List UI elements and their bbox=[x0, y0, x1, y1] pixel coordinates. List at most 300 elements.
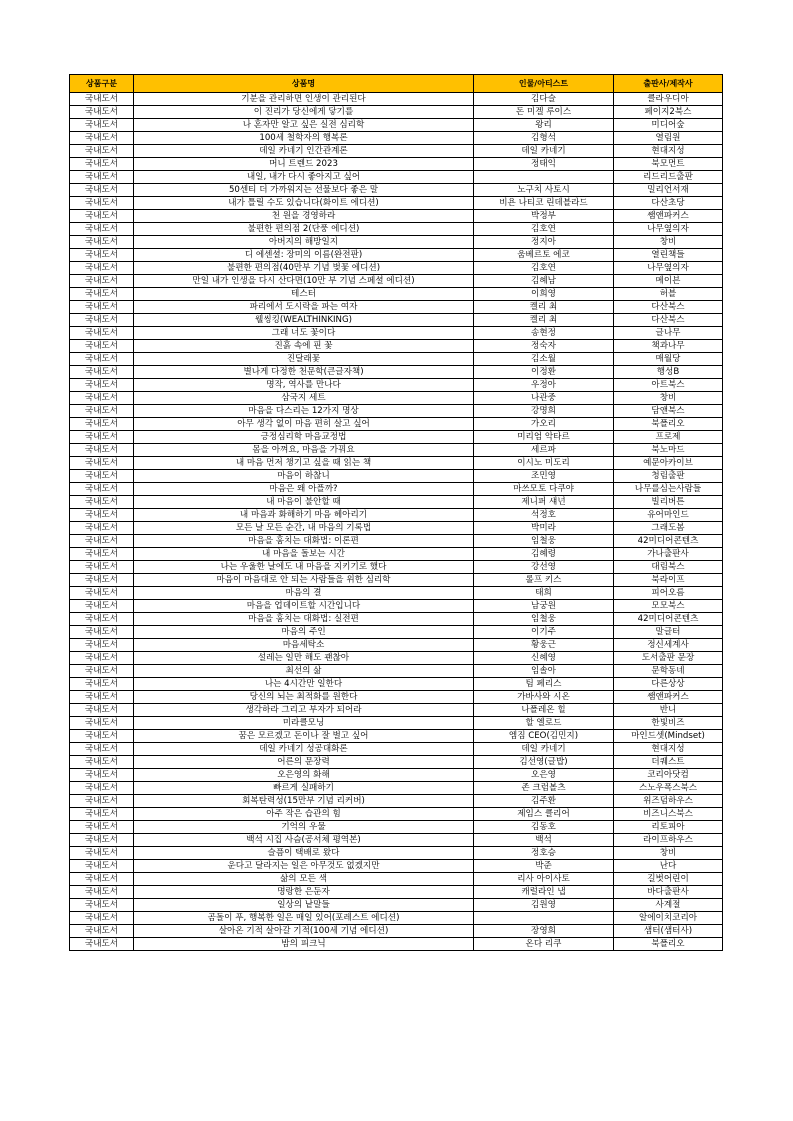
cell-title: 삶의 모든 색 bbox=[134, 873, 474, 886]
cell-artist: 송현정 bbox=[474, 327, 614, 340]
table-row bbox=[70, 418, 723, 431]
cell-title: 천 원을 경영하라 bbox=[134, 210, 474, 223]
table-row bbox=[70, 249, 723, 262]
header-publisher: 출판사/제작사 bbox=[614, 75, 723, 93]
cell-publisher: 메이븐 bbox=[614, 275, 723, 288]
cell-title: 마음세탁소 bbox=[134, 639, 474, 652]
cell-title: 기억의 우물 bbox=[134, 821, 474, 834]
cell-publisher: 리드리드출판 bbox=[614, 171, 723, 184]
cell-artist: 남궁원 bbox=[474, 600, 614, 613]
cell-category: 국내도서 bbox=[70, 665, 134, 678]
cell-publisher: 대림북스 bbox=[614, 561, 723, 574]
cell-category: 국내도서 bbox=[70, 145, 134, 158]
table-row bbox=[70, 132, 723, 145]
table-row bbox=[70, 236, 723, 249]
cell-artist: 할 엘로드 bbox=[474, 717, 614, 730]
cell-category: 국내도서 bbox=[70, 769, 134, 782]
cell-category: 국내도서 bbox=[70, 522, 134, 535]
header-category: 상품구분 bbox=[70, 75, 134, 93]
cell-artist: 김호연 bbox=[474, 262, 614, 275]
cell-title: 생각하라 그리고 부자가 되어라 bbox=[134, 704, 474, 717]
cell-publisher: 42미디어콘텐츠 bbox=[614, 613, 723, 626]
cell-artist: 온다 리쿠 bbox=[474, 938, 614, 951]
cell-category: 국내도서 bbox=[70, 782, 134, 795]
cell-title: 나는 우울한 날에도 내 마음을 지키기로 했다 bbox=[134, 561, 474, 574]
table-row bbox=[70, 405, 723, 418]
table-row bbox=[70, 899, 723, 912]
cell-publisher: 리토피아 bbox=[614, 821, 723, 834]
cell-publisher: 창비 bbox=[614, 847, 723, 860]
cell-title: 마음이 마음대로 안 되는 사람들을 위한 심리학 bbox=[134, 574, 474, 587]
cell-artist bbox=[474, 171, 614, 184]
cell-category: 국내도서 bbox=[70, 405, 134, 418]
cell-artist: 이정환 bbox=[474, 366, 614, 379]
table-row bbox=[70, 574, 723, 587]
table-row bbox=[70, 626, 723, 639]
cell-title: 아버지의 해방일지 bbox=[134, 236, 474, 249]
table-row bbox=[70, 886, 723, 899]
cell-category: 국내도서 bbox=[70, 379, 134, 392]
cell-artist: 황웅근 bbox=[474, 639, 614, 652]
cell-title: 당신의 뇌는 최적화를 원한다 bbox=[134, 691, 474, 704]
table-row bbox=[70, 730, 723, 743]
table-row bbox=[70, 873, 723, 886]
cell-publisher: 쌤앤파커스 bbox=[614, 691, 723, 704]
cell-artist: 팀 페리스 bbox=[474, 678, 614, 691]
cell-category: 국내도서 bbox=[70, 600, 134, 613]
cell-title: 진달래꽃 bbox=[134, 353, 474, 366]
cell-title: 100세 철학자의 행복론 bbox=[134, 132, 474, 145]
table-row bbox=[70, 366, 723, 379]
table-row bbox=[70, 691, 723, 704]
cell-category: 국내도서 bbox=[70, 184, 134, 197]
table-row bbox=[70, 769, 723, 782]
cell-artist: 세르파 bbox=[474, 444, 614, 457]
cell-artist: 신혜영 bbox=[474, 652, 614, 665]
table-row bbox=[70, 665, 723, 678]
cell-publisher: 42미디어콘텐츠 bbox=[614, 535, 723, 548]
cell-category: 국내도서 bbox=[70, 704, 134, 717]
table-row bbox=[70, 509, 723, 522]
table-row bbox=[70, 275, 723, 288]
table-row bbox=[70, 340, 723, 353]
cell-category: 국내도서 bbox=[70, 301, 134, 314]
cell-artist: 제임스 클리어 bbox=[474, 808, 614, 821]
table-row bbox=[70, 496, 723, 509]
cell-title: 웰씽킹(WEALTHINKING) bbox=[134, 314, 474, 327]
cell-title: 나는 4시간만 일한다 bbox=[134, 678, 474, 691]
table-row bbox=[70, 678, 723, 691]
cell-title: 아주 작은 습관의 힘 bbox=[134, 808, 474, 821]
cell-publisher: 창비 bbox=[614, 236, 723, 249]
cell-artist: 김동호 bbox=[474, 821, 614, 834]
cell-artist: 박정부 bbox=[474, 210, 614, 223]
cell-publisher: 나무옆의자 bbox=[614, 223, 723, 236]
cell-title: 오은영의 화해 bbox=[134, 769, 474, 782]
table-row bbox=[70, 535, 723, 548]
cell-category: 국내도서 bbox=[70, 873, 134, 886]
cell-artist: 박미라 bbox=[474, 522, 614, 535]
table-row bbox=[70, 171, 723, 184]
cell-category: 국내도서 bbox=[70, 210, 134, 223]
cell-artist: 석정호 bbox=[474, 509, 614, 522]
cell-publisher: 예문아카이브 bbox=[614, 457, 723, 470]
cell-title: 일상의 낱말들 bbox=[134, 899, 474, 912]
cell-publisher: 현대지성 bbox=[614, 145, 723, 158]
cell-title: 이 진리가 당신에게 닿기를 bbox=[134, 106, 474, 119]
table-row bbox=[70, 912, 723, 925]
cell-artist: 정지아 bbox=[474, 236, 614, 249]
cell-publisher: 위즈덤하우스 bbox=[614, 795, 723, 808]
cell-publisher: 담앤북스 bbox=[614, 405, 723, 418]
cell-category: 국내도서 bbox=[70, 626, 134, 639]
cell-publisher: 한빛비즈 bbox=[614, 717, 723, 730]
cell-title: 미라클모닝 bbox=[134, 717, 474, 730]
cell-title: 백석 시집 사슴(공서체 평역본) bbox=[134, 834, 474, 847]
cell-publisher: 책과나무 bbox=[614, 340, 723, 353]
cell-artist: 강명희 bbox=[474, 405, 614, 418]
cell-artist: 나관중 bbox=[474, 392, 614, 405]
cell-artist: 노구치 사토시 bbox=[474, 184, 614, 197]
cell-title: 빠르게 실패하기 bbox=[134, 782, 474, 795]
cell-publisher: 다산북스 bbox=[614, 314, 723, 327]
cell-category: 국내도서 bbox=[70, 93, 134, 106]
cell-artist: 리사 아이사토 bbox=[474, 873, 614, 886]
cell-category: 국내도서 bbox=[70, 158, 134, 171]
cell-title: 마음의 결 bbox=[134, 587, 474, 600]
cell-title: 나 혼자만 알고 싶은 실전 심리학 bbox=[134, 119, 474, 132]
cell-artist: 제니퍼 섀넌 bbox=[474, 496, 614, 509]
cell-artist: 데일 카네기 bbox=[474, 145, 614, 158]
cell-title: 만일 내가 인생을 다시 산다면(10만 부 기념 스페셜 에디션) bbox=[134, 275, 474, 288]
table-row bbox=[70, 639, 723, 652]
table-row bbox=[70, 795, 723, 808]
cell-artist: 김주환 bbox=[474, 795, 614, 808]
book-list-sheet bbox=[69, 74, 722, 951]
table-row bbox=[70, 821, 723, 834]
table-row bbox=[70, 353, 723, 366]
cell-artist: 엠짐 CEO(김민지) bbox=[474, 730, 614, 743]
cell-publisher: 더퀘스트 bbox=[614, 756, 723, 769]
cell-publisher: 클라우디아 bbox=[614, 93, 723, 106]
cell-title: 파리에서 도시락을 파는 여자 bbox=[134, 301, 474, 314]
cell-category: 국내도서 bbox=[70, 197, 134, 210]
cell-publisher: 북라이프 bbox=[614, 574, 723, 587]
book-list-table bbox=[69, 74, 723, 951]
cell-publisher: 다산북스 bbox=[614, 301, 723, 314]
table-row bbox=[70, 457, 723, 470]
table-row bbox=[70, 392, 723, 405]
cell-title: 최선의 삶 bbox=[134, 665, 474, 678]
cell-publisher: 프로제 bbox=[614, 431, 723, 444]
table-row bbox=[70, 119, 723, 132]
table-row bbox=[70, 743, 723, 756]
cell-publisher: 코리아닷컴 bbox=[614, 769, 723, 782]
cell-category: 국내도서 bbox=[70, 639, 134, 652]
cell-publisher: 스노우폭스북스 bbox=[614, 782, 723, 795]
cell-category: 국내도서 bbox=[70, 652, 134, 665]
cell-category: 국내도서 bbox=[70, 821, 134, 834]
cell-artist: 켈리 최 bbox=[474, 301, 614, 314]
cell-title: 마음이 하찮니 bbox=[134, 470, 474, 483]
cell-category: 국내도서 bbox=[70, 288, 134, 301]
cell-artist: 임솔아 bbox=[474, 665, 614, 678]
cell-publisher: 매월당 bbox=[614, 353, 723, 366]
table-row bbox=[70, 808, 723, 821]
cell-artist: 돈 미겔 루이스 bbox=[474, 106, 614, 119]
cell-publisher: 말글터 bbox=[614, 626, 723, 639]
table-row bbox=[70, 600, 723, 613]
cell-title: 마음을 훔치는 대화법: 실전편 bbox=[134, 613, 474, 626]
cell-category: 국내도서 bbox=[70, 366, 134, 379]
cell-category: 국내도서 bbox=[70, 327, 134, 340]
table-row bbox=[70, 587, 723, 600]
cell-artist: 정호승 bbox=[474, 847, 614, 860]
cell-title: 밤의 피크닉 bbox=[134, 938, 474, 951]
cell-title: 머니 트렌드 2023 bbox=[134, 158, 474, 171]
table-row bbox=[70, 756, 723, 769]
cell-title: 내 마음 먼저 챙기고 싶을 때 읽는 책 bbox=[134, 457, 474, 470]
table-row bbox=[70, 210, 723, 223]
cell-title: 진흙 속에 핀 꽃 bbox=[134, 340, 474, 353]
cell-title: 불편한 편의점 2(단풍 에디션) bbox=[134, 223, 474, 236]
table-row bbox=[70, 548, 723, 561]
cell-category: 국내도서 bbox=[70, 587, 134, 600]
cell-category: 국내도서 bbox=[70, 730, 134, 743]
cell-category: 국내도서 bbox=[70, 392, 134, 405]
cell-publisher: 그래도봄 bbox=[614, 522, 723, 535]
cell-artist: 박준 bbox=[474, 860, 614, 873]
cell-artist: 움베르토 에코 bbox=[474, 249, 614, 262]
cell-category: 국내도서 bbox=[70, 808, 134, 821]
cell-artist: 왕리 bbox=[474, 119, 614, 132]
cell-title: 어른의 문장력 bbox=[134, 756, 474, 769]
cell-title: 마음을 훔치는 대화법: 이론편 bbox=[134, 535, 474, 548]
cell-publisher: 미디어숲 bbox=[614, 119, 723, 132]
cell-title: 명작, 역사를 만나다 bbox=[134, 379, 474, 392]
cell-publisher: 쌤앤파커스 bbox=[614, 210, 723, 223]
cell-category: 국내도서 bbox=[70, 496, 134, 509]
cell-artist: 김다슬 bbox=[474, 93, 614, 106]
cell-publisher: 허블 bbox=[614, 288, 723, 301]
cell-category: 국내도서 bbox=[70, 171, 134, 184]
cell-title: 운다고 달라지는 일은 아무것도 없겠지만 bbox=[134, 860, 474, 873]
cell-publisher: 라이프하우스 bbox=[614, 834, 723, 847]
cell-title: 곰돌이 푸, 행복한 일은 매일 있어(포레스트 에디션) bbox=[134, 912, 474, 925]
cell-publisher: 마인드셋(Mindset) bbox=[614, 730, 723, 743]
header-title: 상품명 bbox=[134, 75, 474, 93]
cell-publisher: 피어오름 bbox=[614, 587, 723, 600]
cell-category: 국내도서 bbox=[70, 483, 134, 496]
cell-publisher: 다른상상 bbox=[614, 678, 723, 691]
table-row bbox=[70, 197, 723, 210]
cell-artist: 데일 카네기 bbox=[474, 743, 614, 756]
table-row bbox=[70, 301, 723, 314]
cell-publisher: 문학동네 bbox=[614, 665, 723, 678]
cell-title: 기분을 관리하면 인생이 관리된다 bbox=[134, 93, 474, 106]
table-row bbox=[70, 379, 723, 392]
table-row bbox=[70, 652, 723, 665]
cell-publisher: 북폴리오 bbox=[614, 938, 723, 951]
table-row bbox=[70, 158, 723, 171]
cell-title: 50센티 더 가까워지는 선물보다 좋은 말 bbox=[134, 184, 474, 197]
cell-publisher: 난다 bbox=[614, 860, 723, 873]
cell-title: 테스터 bbox=[134, 288, 474, 301]
cell-publisher: 사계절 bbox=[614, 899, 723, 912]
cell-category: 국내도서 bbox=[70, 535, 134, 548]
cell-publisher: 아트북스 bbox=[614, 379, 723, 392]
cell-publisher: 북폴리오 bbox=[614, 418, 723, 431]
cell-artist: 캐럴라인 냅 bbox=[474, 886, 614, 899]
table-row bbox=[70, 470, 723, 483]
cell-artist: 이시노 미도리 bbox=[474, 457, 614, 470]
cell-artist: 강선영 bbox=[474, 561, 614, 574]
cell-artist: 김원영 bbox=[474, 899, 614, 912]
cell-category: 국내도서 bbox=[70, 106, 134, 119]
cell-category: 국내도서 bbox=[70, 418, 134, 431]
cell-title: 별나게 다정한 천문학(큰글자책) bbox=[134, 366, 474, 379]
cell-category: 국내도서 bbox=[70, 691, 134, 704]
cell-title: 내 마음이 불안할 때 bbox=[134, 496, 474, 509]
cell-publisher: 행성B bbox=[614, 366, 723, 379]
cell-artist: 임철웅 bbox=[474, 613, 614, 626]
cell-publisher: 바다출판사 bbox=[614, 886, 723, 899]
cell-publisher: 비즈니스북스 bbox=[614, 808, 723, 821]
table-row bbox=[70, 431, 723, 444]
cell-category: 국내도서 bbox=[70, 470, 134, 483]
cell-publisher: 청림출판 bbox=[614, 470, 723, 483]
cell-publisher: 열린책들 bbox=[614, 249, 723, 262]
cell-category: 국내도서 bbox=[70, 431, 134, 444]
cell-publisher: 북모먼트 bbox=[614, 158, 723, 171]
cell-title: 내 마음을 돌보는 시간 bbox=[134, 548, 474, 561]
cell-category: 국내도서 bbox=[70, 275, 134, 288]
cell-title: 회복탄력성(15만부 기념 리커버) bbox=[134, 795, 474, 808]
cell-title: 불편한 편의점(40만부 기념 벚꽃 에디션) bbox=[134, 262, 474, 275]
cell-title: 모든 날 모든 순간, 내 마음의 기록법 bbox=[134, 522, 474, 535]
cell-category: 국내도서 bbox=[70, 353, 134, 366]
cell-publisher: 모모북스 bbox=[614, 600, 723, 613]
table-row bbox=[70, 561, 723, 574]
cell-category: 국내도서 bbox=[70, 249, 134, 262]
cell-category: 국내도서 bbox=[70, 912, 134, 925]
table-row bbox=[70, 288, 723, 301]
cell-category: 국내도서 bbox=[70, 938, 134, 951]
cell-category: 국내도서 bbox=[70, 925, 134, 938]
table-row bbox=[70, 522, 723, 535]
cell-artist: 김선영(글밥) bbox=[474, 756, 614, 769]
cell-category: 국내도서 bbox=[70, 678, 134, 691]
cell-title: 명랑한 은둔자 bbox=[134, 886, 474, 899]
cell-artist: 가오리 bbox=[474, 418, 614, 431]
cell-category: 국내도서 bbox=[70, 132, 134, 145]
cell-title: 마음은 왜 아플까? bbox=[134, 483, 474, 496]
cell-category: 국내도서 bbox=[70, 847, 134, 860]
cell-publisher: 알에이치코리아 bbox=[614, 912, 723, 925]
cell-publisher: 글나무 bbox=[614, 327, 723, 340]
cell-category: 국내도서 bbox=[70, 886, 134, 899]
cell-title: 내일, 내가 다시 좋아지고 싶어 bbox=[134, 171, 474, 184]
cell-artist: 가바사와 시온 bbox=[474, 691, 614, 704]
table-row bbox=[70, 483, 723, 496]
cell-title: 꿈은 모르겠고 돈이나 잘 벌고 싶어 bbox=[134, 730, 474, 743]
cell-publisher: 길벗어린이 bbox=[614, 873, 723, 886]
header-artist: 인물/아티스트 bbox=[474, 75, 614, 93]
table-row bbox=[70, 847, 723, 860]
cell-publisher: 나무옆의자 bbox=[614, 262, 723, 275]
cell-title: 슬픔이 택배로 왔다 bbox=[134, 847, 474, 860]
cell-category: 국내도서 bbox=[70, 548, 134, 561]
table-row bbox=[70, 704, 723, 717]
cell-title: 마음의 주인 bbox=[134, 626, 474, 639]
cell-publisher: 도서출판 문장 bbox=[614, 652, 723, 665]
cell-category: 국내도서 bbox=[70, 509, 134, 522]
cell-publisher: 다산초당 bbox=[614, 197, 723, 210]
cell-artist: 장영희 bbox=[474, 925, 614, 938]
cell-category: 국내도서 bbox=[70, 457, 134, 470]
cell-artist: 우정아 bbox=[474, 379, 614, 392]
table-row bbox=[70, 938, 723, 951]
cell-artist: 롤프 키스 bbox=[474, 574, 614, 587]
cell-title: 마음을 업데이트할 시간입니다 bbox=[134, 600, 474, 613]
cell-title: 살아온 기적 살아갈 기적(100세 기념 에디션) bbox=[134, 925, 474, 938]
table-row bbox=[70, 782, 723, 795]
cell-publisher: 반니 bbox=[614, 704, 723, 717]
cell-category: 국내도서 bbox=[70, 613, 134, 626]
table-row bbox=[70, 327, 723, 340]
cell-artist: 조민영 bbox=[474, 470, 614, 483]
cell-category: 국내도서 bbox=[70, 860, 134, 873]
cell-artist: 켈리 최 bbox=[474, 314, 614, 327]
cell-category: 국내도서 bbox=[70, 717, 134, 730]
cell-title: 아무 생각 없이 마음 편히 살고 싶어 bbox=[134, 418, 474, 431]
cell-publisher: 창비 bbox=[614, 392, 723, 405]
table-row bbox=[70, 93, 723, 106]
cell-artist: 미리엄 악타르 bbox=[474, 431, 614, 444]
table-row bbox=[70, 444, 723, 457]
cell-publisher: 가나출판사 bbox=[614, 548, 723, 561]
cell-category: 국내도서 bbox=[70, 262, 134, 275]
cell-publisher: 열림원 bbox=[614, 132, 723, 145]
cell-category: 국내도서 bbox=[70, 756, 134, 769]
cell-artist: 김혜령 bbox=[474, 548, 614, 561]
cell-artist: 김혜남 bbox=[474, 275, 614, 288]
cell-title: 디 에센셜: 장미의 이름(완전판) bbox=[134, 249, 474, 262]
cell-artist: 존 크럼볼츠 bbox=[474, 782, 614, 795]
cell-title: 데일 카네기 인간관계론 bbox=[134, 145, 474, 158]
cell-category: 국내도서 bbox=[70, 561, 134, 574]
cell-title: 데일 카네기 성공대화론 bbox=[134, 743, 474, 756]
cell-publisher: 북노마드 bbox=[614, 444, 723, 457]
cell-title: 몸을 아껴요, 마음을 가꿔요 bbox=[134, 444, 474, 457]
cell-title: 설레는 일만 해도 괜찮아 bbox=[134, 652, 474, 665]
table-row bbox=[70, 925, 723, 938]
cell-category: 국내도서 bbox=[70, 899, 134, 912]
cell-title: 긍정심리학 마음교정법 bbox=[134, 431, 474, 444]
cell-publisher: 밀리언서재 bbox=[614, 184, 723, 197]
cell-artist: 김호연 bbox=[474, 223, 614, 236]
cell-title: 그래 너도 꽃이다 bbox=[134, 327, 474, 340]
table-row bbox=[70, 860, 723, 873]
cell-title: 마음을 다스리는 12가지 명상 bbox=[134, 405, 474, 418]
table-row bbox=[70, 145, 723, 158]
cell-artist: 임철웅 bbox=[474, 535, 614, 548]
cell-category: 국내도서 bbox=[70, 795, 134, 808]
cell-artist: 나폴레온 힐 bbox=[474, 704, 614, 717]
cell-artist: 정숙자 bbox=[474, 340, 614, 353]
table-row bbox=[70, 262, 723, 275]
cell-artist: 이희영 bbox=[474, 288, 614, 301]
